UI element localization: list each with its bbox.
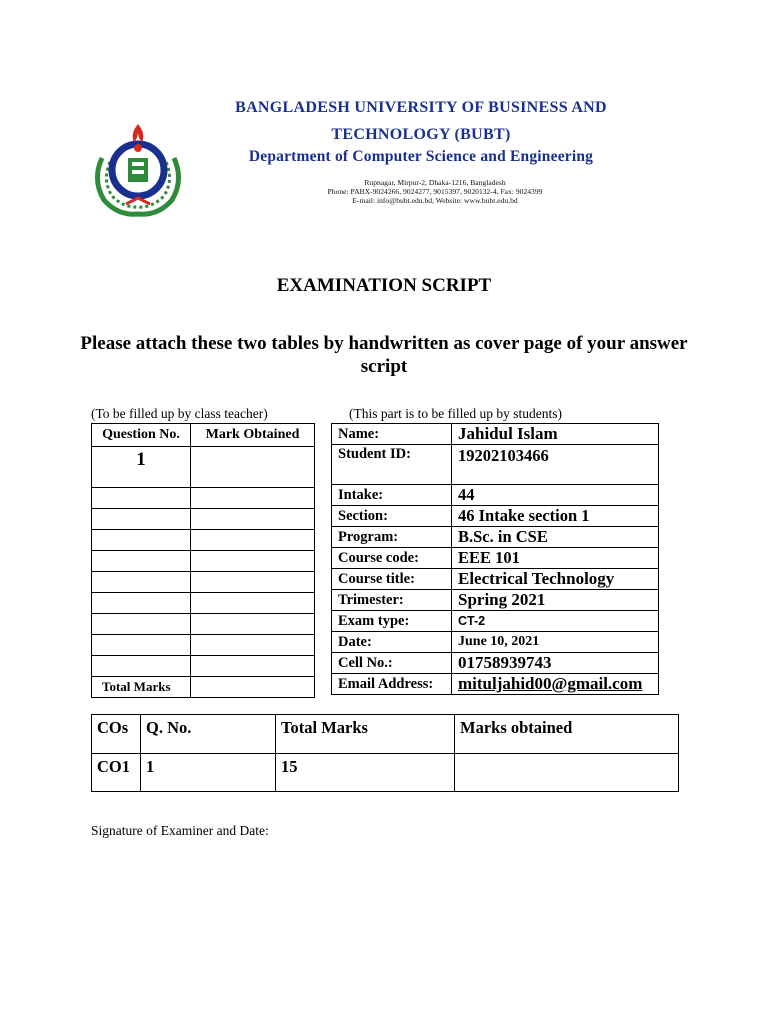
instruction-text: Please attach these two tables by handwritten as cover page of your answer script xyxy=(80,333,688,377)
examiner-signature-label: Signature of Examiner and Date: xyxy=(91,823,269,838)
question-cell[interactable] xyxy=(92,593,191,614)
student-id-value: 19202103466 xyxy=(452,445,659,485)
mark-cell[interactable] xyxy=(191,530,315,551)
exam-type-label: Exam type: xyxy=(332,611,452,632)
email-value: mituljahid00@gmail.com xyxy=(452,674,659,695)
course-title-value: Electrical Technology xyxy=(452,569,659,590)
trimester-value: Spring 2021 xyxy=(452,590,659,611)
intake-label: Intake: xyxy=(332,485,452,506)
phone-line: Phone: PABX-9024266, 9024277, 9015397, 9020132-4, Fax: 9024399 xyxy=(327,187,543,196)
marks-obtained-cell[interactable] xyxy=(455,754,679,792)
section-value: 46 Intake section 1 xyxy=(452,506,659,527)
co-header: COs xyxy=(92,715,141,754)
teacher-note: (To be filled up by class teacher) xyxy=(91,406,268,421)
mark-cell[interactable] xyxy=(191,614,315,635)
mark-cell[interactable] xyxy=(191,572,315,593)
mark-cell[interactable] xyxy=(191,488,315,509)
program-value: B.Sc. in CSE xyxy=(452,527,659,548)
course-code-label: Course code: xyxy=(332,548,452,569)
email-label: Email Address: xyxy=(332,674,452,695)
section-label: Section: xyxy=(332,506,452,527)
mark-cell[interactable] xyxy=(191,635,315,656)
program-label: Program: xyxy=(332,527,452,548)
question-cell[interactable] xyxy=(92,488,191,509)
mark-cell[interactable] xyxy=(191,593,315,614)
name-value: Jahidul Islam xyxy=(452,424,659,445)
total-marks-label: Total Marks xyxy=(92,677,191,698)
exam-type-value: CT-2 xyxy=(452,611,659,632)
question-number-cell: 1 xyxy=(92,447,191,488)
marks-obtained-header: Marks obtained xyxy=(455,715,679,754)
address-block xyxy=(240,178,630,205)
cell-label: Cell No.: xyxy=(332,653,452,674)
course-title-label: Course title: xyxy=(332,569,452,590)
name-label: Name: xyxy=(332,424,452,445)
question-cell[interactable] xyxy=(92,509,191,530)
address-line: Rupnagar, Mirpur-2, Dhaka-1216, Bangladesh xyxy=(364,178,506,187)
university-name-line2: TECHNOLOGY (BUBT) xyxy=(331,126,511,143)
teacher-marks-table xyxy=(91,423,315,698)
date-label: Date: xyxy=(332,632,452,653)
col-mark-header: Mark Obtained xyxy=(191,424,315,447)
mark-cell[interactable] xyxy=(191,509,315,530)
page-title: EXAMINATION SCRIPT xyxy=(276,275,492,296)
university-name xyxy=(176,94,666,148)
question-cell[interactable] xyxy=(92,530,191,551)
co-marks-table xyxy=(91,714,679,792)
date-value: June 10, 2021 xyxy=(452,632,659,653)
university-name-line1: BANGLADESH UNIVERSITY OF BUSINESS AND xyxy=(235,99,607,116)
mark-cell[interactable] xyxy=(191,447,315,488)
student-note: (This part is to be filled up by students) xyxy=(349,406,562,421)
total-marks-value: 15 xyxy=(276,754,455,792)
university-logo xyxy=(88,118,188,218)
qno-value: 1 xyxy=(141,754,276,792)
mark-cell[interactable] xyxy=(191,656,315,677)
student-id-label: Student ID: xyxy=(332,445,452,485)
total-marks-cell[interactable] xyxy=(191,677,315,698)
question-cell[interactable] xyxy=(92,614,191,635)
question-cell[interactable] xyxy=(92,572,191,593)
cell-value: 01758939743 xyxy=(452,653,659,674)
col-question-header: Question No. xyxy=(92,424,191,447)
intake-value: 44 xyxy=(452,485,659,506)
co-value: CO1 xyxy=(92,754,141,792)
mark-cell[interactable] xyxy=(191,551,315,572)
qno-header: Q. No. xyxy=(141,715,276,754)
trimester-label: Trimester: xyxy=(332,590,452,611)
total-marks-header: Total Marks xyxy=(276,715,455,754)
course-code-value: EEE 101 xyxy=(452,548,659,569)
question-cell[interactable] xyxy=(92,551,191,572)
question-cell[interactable] xyxy=(92,656,191,677)
department-name: Department of Computer Science and Engineering xyxy=(248,148,594,165)
contact-line: E-mail: info@bubt.edu.bd, Website: www.bubt.edu.bd xyxy=(352,196,518,205)
question-cell[interactable] xyxy=(92,635,191,656)
student-info-table xyxy=(331,423,659,695)
